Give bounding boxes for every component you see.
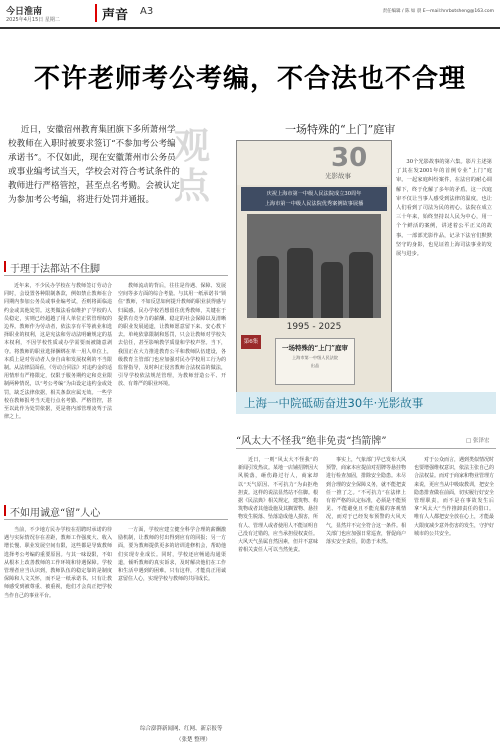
lead-text: 近日，安徽宿州教育集团旗下多所萧州学校教师在入职时被要求签订“不参加考公考编承诺书”。不仅如此，现在安徽萧州市公务员或事业编考试当天，学校会对符合考试条件的教师进行严格管控，甚至点名考勤。会被认定为参加考公考编，将进行处罚并通报。: [8, 125, 180, 205]
poster-caption-banner: [236, 392, 496, 414]
poster-book-cover: [275, 338, 355, 385]
book-publisher-note: 出品: [310, 363, 320, 368]
article1-column-1: 近年来，不少民办学校在与教师签订劳动合同时，会设置各种限制条款，例如禁止教师在合同期内参加公务员或事业编考试，否则将面临违约金或其他处罚。这类做法看似维护了学校的人员稳定，实则已经超越了用人单位正常管理权的边界。教师作为劳动者，依法享有平等就业和选择职业的权利，这是宪法和劳动法明确规定的基本权利，不因学校性质或办学需要而被随意剥夺。将教师的职业选择捆绑在单一用人单位上，本质上是对劳动者人身自由和发展权利的不当限制。从法律层面看，《劳动合同法》对违约金的适用情形有严格限定，仅限于服务期约定和竞业限制两种情况，以“考公考编”为由设定违约金或处罚，缺乏法律依据，相关条款应属无效。一些学校在教师报考当天进行点名考勤、严格管控，甚至以此作为处罚依据，更是将内部管理凌驾于法律之上。: [4, 283, 112, 421]
section2-column-1: 近日，一则“风太大不怪我”的新闻引发热议。某地一店铺招牌因大风脱落，砸伤路过行人，商家却以“天气原因、不可抗力”为由拒绝担责。这样的说法显然站不住脚。根据《民法典》相关规定，建筑物、构筑物或者其他设施及其搁置物、悬挂物发生脱落、坠落造成他人损害，所有人、管理人或者使用人不能证明自己没有过错的，应当承担侵权责任。大风天气虽属自然因素，但并不意味着相关责任人可以当然免责。: [238, 457, 318, 554]
masthead: [0, 0, 500, 30]
poster-photo: [247, 214, 381, 318]
section-name: 声音: [102, 8, 129, 23]
poster-band: [241, 187, 387, 211]
poster-subtitle: 光影故事: [325, 172, 351, 180]
poster-band-line-2: 上海市第一中级人民法院优秀案例故事展播: [264, 201, 364, 207]
heading-accent-bar: [4, 261, 6, 272]
poster-block-title: 一场特殊的“上门”庭审: [285, 123, 396, 136]
section2-author: □ 张泽宏: [466, 438, 490, 444]
section2-rule: [236, 448, 496, 449]
book-publisher: 上海市第一中级人民法院: [291, 355, 339, 360]
article2-heading-text: 不如用诚意“留”人心: [10, 508, 101, 519]
poster-episode-badge: 第6集: [241, 335, 261, 349]
photo-figure: [321, 262, 343, 318]
section2-column-3: 对于公众而言，遇到类似情况时也要增强维权意识，依法主张自己的合法权益。而对于商家和物业管理方来说，更应当从中吸取教训，把安全隐患排查做在前面，切实履行好安全管理职责，而不是在事故发生后拿“风太大”当作推卸责任的借口。唯有人人都把安全放在心上，才能最大限度减少意外伤害的发生，守护好城市的公共安全。: [414, 457, 494, 537]
heading-rule: [4, 519, 228, 520]
article2-source: 综合澎湃新闻网、红网、新京报等: [140, 726, 223, 732]
paper-logo: 今日淮南: [6, 7, 43, 17]
page-number: A3: [140, 6, 154, 17]
article2-source-tag: （张楚 整理）: [176, 737, 211, 743]
poster-band-line-1: 庆祝上海市第一中级人民法院成立30周年: [266, 191, 362, 197]
side-story-text: 30个光影故事的第六集。影片主述第了其在发2001年的首例专业“上门”庭审。一起家庭纠纷案件，在法官的耐心调解下，终于化解了多年的矛盾。这一次庭审不仅让当事人感受到法律的温度，也让人们看到了司法为民的初心。法院在成立三十年来，始终坚持以人民为中心，用一个个鲜活的案例，讲述着公平正义的故事。一部部光影作品，记录下法官们默默坚守的身影，也见证着上海司法事业的发展与进步。: [396, 159, 492, 258]
issue-date: 2025年4月15日 星期二: [6, 17, 60, 23]
article1-heading-text: 于理于法都站不住脚: [10, 264, 100, 275]
editor-credits: 责任编辑 / 陈 如 晨 E—mail:hnrbotsheng@163.com: [382, 9, 494, 14]
page-headline: 不许老师考公考编，不合法也不合理: [33, 64, 466, 94]
film-poster: [236, 140, 392, 394]
masthead-rule: [0, 27, 500, 29]
lead-box: [0, 118, 225, 238]
heading-rule: [4, 275, 228, 276]
article1-column-2: 教师流动的背后，往往是待遇、保障、发展空间等多方面的综合考量。与其用一纸承诺书“锁住”教师，不如反思如何提升教师的职业获得感与归属感。民办学校若想留住优秀教师，关键在于提供有竞争力的薪酬、稳定的社会保障以及清晰的职业发展通道，让教师愿意留下来、安心教下去。单纯依靠限制和惩罚，只会让教师对学校失去信任，甚至影响教学质量和学校声誉。当下，我国正在大力推进教育公平和教师队伍建设，各级教育主管部门也应加强对民办学校用工行为的监督指导，及时纠正侵害教师合法权益的做法，引导学校依法规范管理，为教师营造公平、开放、有尊严的职业环境。: [118, 283, 226, 388]
poster-caption: 上海一中院砥砺奋进30年·光影故事: [244, 396, 424, 410]
poster-years: 1995 - 2025: [286, 322, 342, 332]
photo-figure: [287, 248, 313, 318]
section2-heading: “风太大不怪我”绝非免责“挡箭牌”: [236, 436, 387, 447]
opinion-watermark: 观点: [173, 125, 210, 207]
book-title: 一场特殊的“上门”庭审: [282, 344, 348, 352]
section2-column-2: 事实上，气象部门早已发布大风预警，商家本应提前对招牌等悬挂物进行检查加固，排除安全隐患。未尽到合理的安全保障义务，就不能把责任一推了之。“不可抗力”在法律上有着严格的认定标准，必须是不能预见、不能避免且不能克服的客观情况，而对于已经发布预警的大风天气，显然并不完全符合这一条件。相关部门也应加强日常巡查，督促商户落实安全责任，防患于未然。: [326, 457, 406, 546]
poster-top-panel: [237, 141, 391, 185]
article2-column-1: 当前，不少地方民办学校在招聘时承诺的待遇与实际情况存在差距，教师工作强度大、收入增长慢、职业发展空间有限，这些都是导致教师选择考公考编的重要原因。与其一味设限，不如从根本上改善教师的工作环境和待遇保障。学校管理者应当认识到，教师队伍的稳定靠的是制度保障和人文关怀，而不是一纸承诺书。只有让教师感受到被尊重、被重视，他们才会真正把学校当作自己的事业平台。: [4, 527, 112, 599]
heading-accent-bar: [4, 505, 6, 516]
photo-figure: [349, 252, 373, 318]
section-divider-bar: [95, 4, 97, 22]
poster-anniversary-numeral: 30: [331, 143, 368, 173]
photo-figure: [257, 256, 279, 318]
article2-column-2: 一方面，学校应建立健全科学合理的薪酬激励机制，让教师的付出得到应有的回报；另一方面，要为教师提供更多的培训进修机会，帮助他们实现专业成长。同时，学校还应畅通沟通渠道，倾听教师的真实诉求，及时解决他们在工作和生活中遇到的困难。只有这样，才能真正用诚意留住人心，实现学校与教师的共同成长。: [118, 527, 226, 583]
